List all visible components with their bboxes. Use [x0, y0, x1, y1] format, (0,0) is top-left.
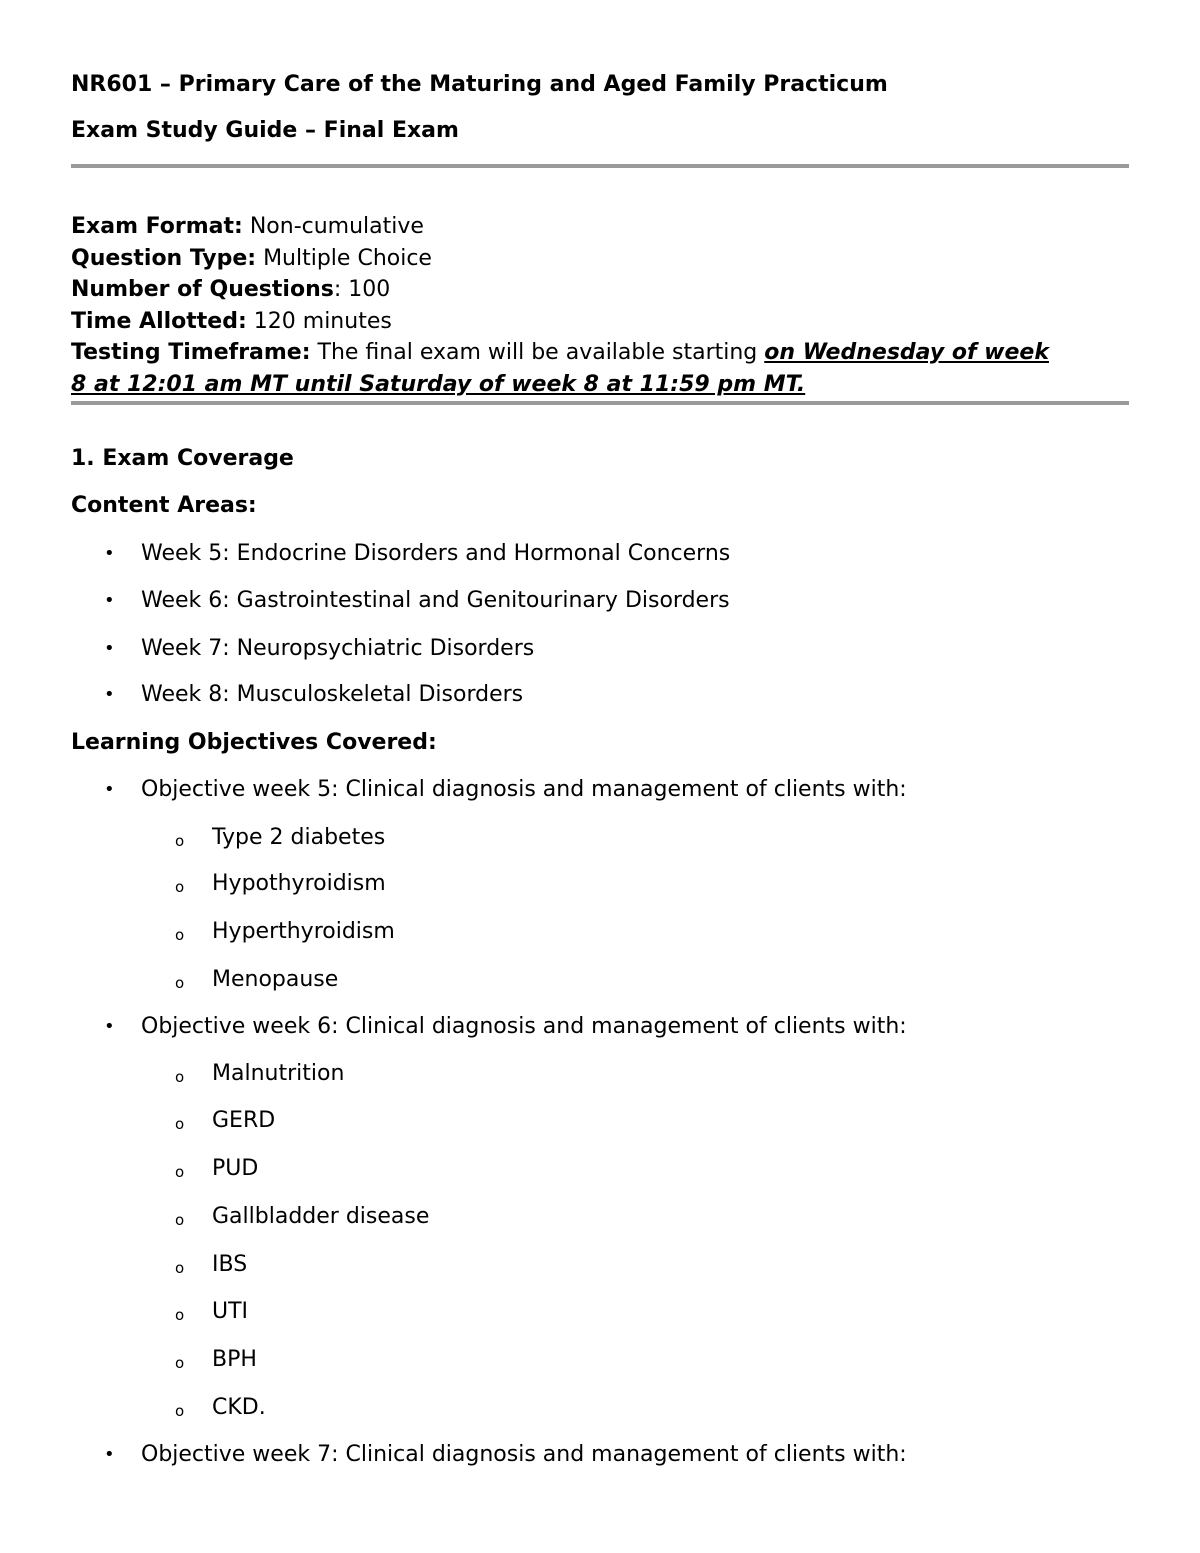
sub-list-item: [71, 1345, 1129, 1375]
bullet-icon: •: [104, 684, 115, 705]
testing-timeframe-line: [71, 337, 1129, 369]
testing-timeframe-value: The final exam will be available starting: [310, 340, 765, 365]
sub-bullet-icon: o: [175, 1259, 185, 1277]
testing-timeframe-label: Testing Timeframe:: [71, 340, 311, 365]
section-heading: 1. Exam Coverage: [71, 446, 294, 471]
bullet-icon: •: [104, 1016, 115, 1037]
condition-item: BPH: [212, 1347, 257, 1372]
sub-bullet-icon: o: [175, 926, 185, 944]
list-item: [71, 586, 1129, 616]
sub-list-item: [71, 1297, 1129, 1327]
num-questions-label: Number of Questions: [71, 277, 334, 302]
sub-list-item: [71, 1059, 1129, 1089]
sub-list-item: [71, 869, 1129, 899]
objective-item: [71, 1440, 1129, 1470]
objective-item: [71, 1012, 1129, 1042]
sub-bullet-icon: o: [175, 1402, 185, 1420]
condition-item: Hyperthyroidism: [212, 919, 395, 944]
bullet-icon: •: [104, 779, 115, 800]
condition-item: UTI: [212, 1299, 249, 1324]
condition-item: GERD: [212, 1108, 276, 1133]
condition-item: Gallbladder disease: [212, 1204, 430, 1229]
learning-objectives-label: Learning Objectives Covered:: [71, 730, 437, 755]
bullet-icon: •: [104, 638, 115, 659]
sub-bullet-icon: o: [175, 1163, 185, 1181]
sub-bullet-icon: o: [175, 1211, 185, 1229]
sub-bullet-icon: o: [175, 1354, 185, 1372]
exam-format-label: Exam Format:: [71, 214, 243, 239]
bullet-icon: •: [104, 543, 115, 564]
sub-list-item: [71, 1202, 1129, 1232]
sub-list-item: [71, 823, 1129, 853]
objective-label: Objective week 6: Clinical diagnosis and management of clients with:: [141, 1014, 907, 1039]
list-item: [71, 634, 1129, 664]
divider-bottom: [71, 401, 1129, 405]
document-title: NR601 – Primary Care of the Maturing and Aged Family Practicum: [71, 72, 888, 97]
objective-item: [71, 775, 1129, 805]
content-area-item: Week 6: Gastrointestinal and Genitourinary Disorders: [141, 588, 730, 613]
sub-bullet-icon: o: [175, 1115, 185, 1133]
testing-timeframe-line-2: [71, 369, 1129, 401]
objective-label: Objective week 7: Clinical diagnosis and management of clients with:: [141, 1442, 907, 1467]
sub-bullet-icon: o: [175, 878, 185, 896]
exam-format-line: [71, 211, 1129, 243]
list-item: [71, 680, 1129, 710]
time-allotted-value: 120 minutes: [246, 308, 392, 334]
list-item: [71, 539, 1129, 569]
sub-list-item: [71, 1250, 1129, 1280]
time-allotted-line: [71, 306, 1129, 338]
time-allotted-label: Time Allotted:: [71, 308, 247, 334]
question-type-line: [71, 243, 1129, 275]
content-areas-label: Content Areas:: [71, 493, 257, 518]
question-type-value: Multiple Choice: [256, 245, 432, 271]
question-type-label: Question Type:: [71, 245, 257, 271]
testing-timeframe-emphasis-2: 8 at 12:01 am MT until Saturday of week 8 at 11:59 pm MT.: [71, 371, 806, 397]
bullet-icon: •: [104, 590, 115, 611]
condition-item: Type 2 diabetes: [212, 825, 386, 850]
testing-timeframe-emphasis: on Wednesday of week: [764, 340, 1049, 365]
document-subtitle: Exam Study Guide – Final Exam: [71, 118, 459, 143]
condition-item: IBS: [212, 1252, 248, 1277]
sub-bullet-icon: o: [175, 1068, 185, 1086]
sub-list-item: [71, 1106, 1129, 1136]
content-area-item: Week 7: Neuropsychiatric Disorders: [141, 636, 535, 661]
sub-bullet-icon: o: [175, 974, 185, 992]
content-area-item: Week 8: Musculoskeletal Disorders: [141, 682, 524, 707]
sub-list-item: [71, 1393, 1129, 1423]
content-area-item: Week 5: Endocrine Disorders and Hormonal Concerns: [141, 541, 731, 566]
sub-list-item: [71, 965, 1129, 995]
objective-label: Objective week 5: Clinical diagnosis and management of clients with:: [141, 777, 907, 802]
condition-item: PUD: [212, 1156, 259, 1181]
condition-item: CKD.: [212, 1395, 266, 1420]
sub-list-item: [71, 917, 1129, 947]
num-questions-line: [71, 274, 1129, 306]
bullet-icon: •: [104, 1444, 115, 1465]
condition-item: Malnutrition: [212, 1061, 345, 1086]
condition-item: Hypothyroidism: [212, 871, 386, 896]
sub-list-item: [71, 1154, 1129, 1184]
exam-info-block: [71, 211, 1129, 400]
condition-item: Menopause: [212, 967, 339, 992]
divider-top: [71, 164, 1129, 168]
num-questions-value: : 100: [333, 277, 391, 302]
sub-bullet-icon: o: [175, 832, 185, 850]
exam-format-value: Non-cumulative: [242, 214, 424, 239]
sub-bullet-icon: o: [175, 1306, 185, 1324]
